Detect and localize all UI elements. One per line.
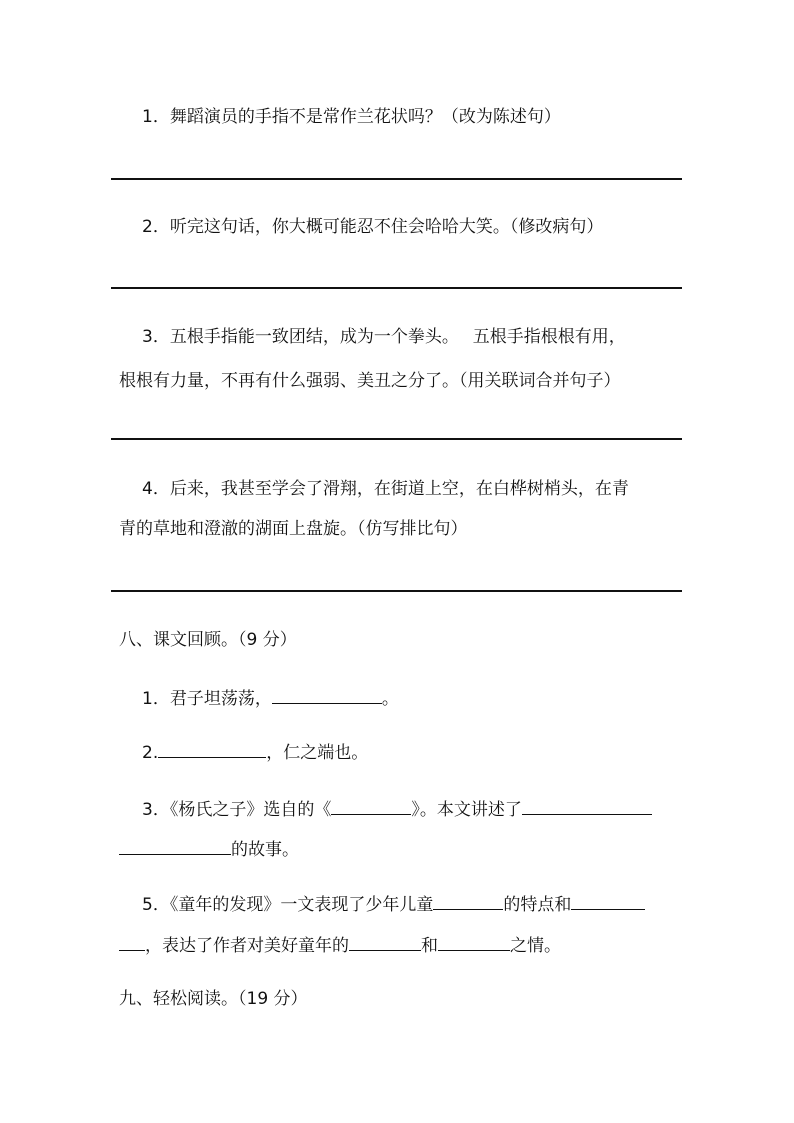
question-4-line-2: 青的草地和澄澈的湖面上盘旋。（仿写排比句） [119,519,468,539]
fill-blank[interactable] [119,932,145,951]
section-9-heading: 九、轻松阅读。（19 分） [119,989,308,1009]
item-number: 5． [142,895,170,915]
fill-blank[interactable] [158,739,266,758]
question-text: 舞蹈演员的手指不是常作兰花状吗？（改为陈述句） [169,107,561,127]
item-text: 。 [381,689,399,709]
answer-line-2[interactable] [111,287,682,289]
item-text: ，仁之端也。 [266,743,369,763]
fill-blank[interactable] [119,836,231,855]
fill-blank[interactable] [331,796,411,815]
item-text: 《童年的发现》一文表现了少年儿童 [169,895,434,915]
item-text: 的特点和 [503,895,572,915]
question-text: 听完这句话，你大概可能忍不住会哈哈大笑。（修改病句） [169,217,604,237]
section-8-heading: 八、课文回顾。（9 分） [119,630,297,650]
question-3-line-1 [142,326,626,348]
fill-blank[interactable] [438,932,510,951]
item-text: 之情。 [510,936,561,956]
question-text: 后来，我甚至学会了滑翔，在街道上空，在白桦树梢头，在青 [169,479,629,499]
section-8-item-2 [142,739,368,764]
item-text: 和 [421,936,438,956]
question-number: 4． [142,479,170,499]
question-number: 1． [142,107,170,127]
section-8-item-5-line-2 [119,932,561,957]
section-8-item-5-line-1 [142,891,645,916]
question-2 [142,216,603,238]
item-text: 君子坦荡荡， [169,689,272,709]
question-text: 五根手指能一致团结，成为一个拳头。 五根手指根根有用， [169,327,626,347]
question-number: 2． [142,217,170,237]
fill-blank[interactable] [571,891,645,910]
item-number: 2. [142,743,159,763]
fill-blank[interactable] [522,796,652,815]
question-1 [142,106,561,128]
section-8-item-3-line-1 [142,796,652,821]
item-text: 《杨氏之子》选自的《 [169,800,332,820]
fill-blank[interactable] [272,685,382,704]
section-8-item-1 [142,685,399,710]
fill-blank[interactable] [433,891,503,910]
item-number: 3． [142,800,170,820]
item-text: ，表达了作者对美好童年的 [145,936,349,956]
item-number: 1． [142,689,170,709]
fill-blank[interactable] [349,932,421,951]
answer-line-3[interactable] [111,438,682,440]
item-text: 》。本文讲述了 [411,800,522,820]
answer-line-4[interactable] [111,590,682,592]
item-text: 的故事。 [231,840,299,860]
question-4-line-1 [142,478,629,500]
question-3-line-2: 根根有力量，不再有什么强弱、美丑之分了。（用关联词合并句子） [119,371,621,391]
section-8-item-3-line-2 [119,836,299,861]
question-number: 3． [142,327,170,347]
answer-line-1[interactable] [111,178,682,180]
